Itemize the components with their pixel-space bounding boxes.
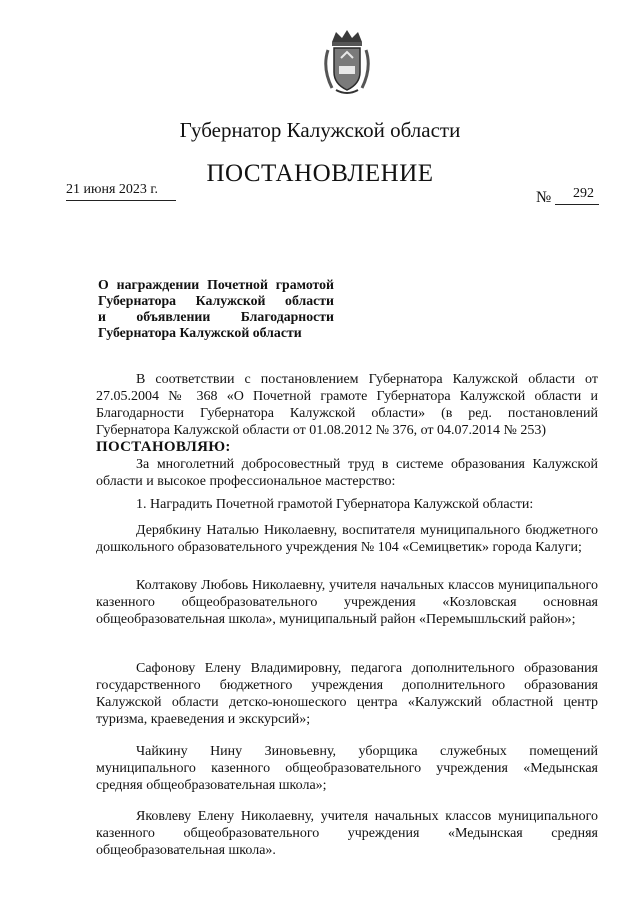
date-underline [66,200,176,201]
number-sign: № [536,189,552,206]
number-underline [555,204,599,205]
subject-line: Губернатора Калужской области [98,293,334,308]
kaluga-coat-of-arms-icon [322,28,372,98]
document-number: 292 [573,186,594,201]
document-date: 21 июня 2023 г. [66,182,159,197]
awardee-text: Дерябкину Наталью Николаевну, воспитателя муниципального бюджетного дошкольного образовательного учреждения № 104 «Семицветик» города Калуги; [96,523,598,555]
awardee-paragraph [96,660,598,728]
awardee-text: Сафонову Елену Владимировну, педагога дополнительного образования государственного бюджетного учреждения дополнительного образования Калужской области детско-юношеского центра «Калужский областной центр туризма, краеведения и экскурсий»; [96,661,598,727]
awardee-paragraph [96,577,598,628]
document-type-title: ПОСТАНОВЛЕНИЕ [206,160,434,187]
issuing-authority: Губернатор Калужской области [179,118,461,142]
document-subject [98,277,334,341]
subject-line: О награждении Почетной грамотой [98,277,334,292]
awardee-paragraph [96,522,598,556]
awardee-text: Яковлеву Елену Николаевну, учителя начальных классов муниципального казенного общеобразовательного учреждения «Медынская средняя общеобразовательная школа». [96,809,598,858]
item-1-paragraph: 1. Наградить Почетной грамотой Губернатора Калужской области: [136,497,534,512]
awardee-paragraph [96,808,598,859]
awardee-text: Чайкину Нину Зиновьевну, уборщика служебных помещений муниципального казенного общеобразовательного учреждения «Медынская средняя общеобразовательная школа»; [96,744,598,793]
preamble-paragraph: В соответствии с постановлением Губернатора Калужской области от 27.05.2004 № 368 «О Почетной грамоте Губернатора Калужской области и Благодарности Губернатора Калужской области» (в ред. постановлений Губернатора Калужской области от 01.08.2012 № 376, от 04.07.2014 № 253) [96,372,598,438]
subject-line: Губернатора Калужской области [98,325,302,340]
decree-word: ПОСТАНОВЛЯЮ: [96,439,231,455]
awardee-text: Колтакову Любовь Николаевну, учителя начальных классов муниципального казенного общеобразовательного учреждения «Козловская основная общеобразовательная школа», муниципальный район «Перемышльский район»; [96,578,598,627]
reason-paragraph: За многолетний добросовестный труд в системе образования Калужской области и высокое профессиональное мастерство: [96,457,598,489]
subject-line: и объявлении Благодарности [98,309,334,324]
preamble-block [96,371,598,490]
awardee-paragraph [96,743,598,794]
item-heading [96,496,598,513]
